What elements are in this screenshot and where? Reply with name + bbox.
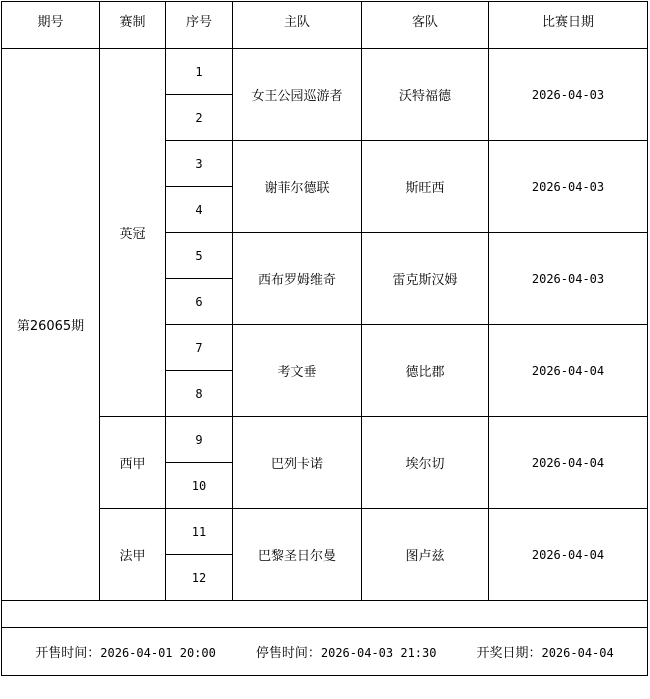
seq-cell: 7 [166, 325, 233, 371]
header-away: 客队 [362, 2, 489, 49]
seq-cell: 5 [166, 233, 233, 279]
away-team-cell: 埃尔切 [362, 417, 489, 509]
match-date-cell: 2026-04-04 [489, 325, 648, 417]
seq-cell: 2 [166, 95, 233, 141]
match-schedule-table [1, 1, 648, 676]
away-team-cell: 图卢兹 [362, 509, 489, 601]
home-team-cell: 西布罗姆维奇 [233, 233, 362, 325]
blank-row [2, 601, 648, 628]
league-cell-laliga: 西甲 [100, 417, 166, 509]
draw-date [476, 642, 613, 661]
header-format: 赛制 [100, 2, 166, 49]
seq-cell: 9 [166, 417, 233, 463]
away-team-cell: 沃特福德 [362, 49, 489, 141]
header-home: 主队 [233, 2, 362, 49]
league-cell-ligue1: 法甲 [100, 509, 166, 601]
header-date: 比赛日期 [489, 2, 648, 49]
match-date-cell: 2026-04-03 [489, 233, 648, 325]
draw-date-value: 2026-04-04 [541, 646, 614, 660]
match-date-cell: 2026-04-03 [489, 49, 648, 141]
footer-cell [2, 628, 648, 676]
header-seq: 序号 [166, 2, 233, 49]
sale-start-label: 开售时间： [35, 646, 101, 661]
header-row [2, 2, 648, 49]
period-cell [2, 49, 100, 601]
table-row [2, 49, 648, 95]
away-team-cell: 斯旺西 [362, 141, 489, 233]
home-team-cell: 巴列卡诺 [233, 417, 362, 509]
seq-cell: 1 [166, 49, 233, 95]
match-date-cell: 2026-04-04 [489, 509, 648, 601]
seq-cell: 12 [166, 555, 233, 601]
home-team-cell: 女王公园巡游者 [233, 49, 362, 141]
home-team-cell: 考文垂 [233, 325, 362, 417]
seq-cell: 4 [166, 187, 233, 233]
draw-date-label: 开奖日期： [476, 646, 542, 661]
home-team-cell: 巴黎圣日尔曼 [233, 509, 362, 601]
blank-cell [2, 601, 648, 628]
header-period: 期号 [2, 2, 100, 49]
footer-info [2, 642, 647, 661]
seq-cell: 6 [166, 279, 233, 325]
away-team-cell: 德比郡 [362, 325, 489, 417]
period-label: 第26065期 [16, 319, 85, 334]
sale-stop-value: 2026-04-03 21:30 [320, 646, 437, 660]
home-team-cell: 谢菲尔德联 [233, 141, 362, 233]
sale-stop-label: 停售时间： [255, 646, 321, 661]
match-date-cell: 2026-04-04 [489, 417, 648, 509]
sale-start-value: 2026-04-01 20:00 [100, 646, 216, 660]
away-team-cell: 雷克斯汉姆 [362, 233, 489, 325]
league-cell-championship: 英冠 [100, 49, 166, 417]
seq-cell: 3 [166, 141, 233, 187]
seq-cell: 8 [166, 371, 233, 417]
sale-stop [256, 642, 437, 661]
sale-start [35, 642, 216, 661]
footer-row [2, 628, 648, 676]
seq-cell: 10 [166, 463, 233, 509]
seq-cell: 11 [166, 509, 233, 555]
match-date-cell: 2026-04-03 [489, 141, 648, 233]
